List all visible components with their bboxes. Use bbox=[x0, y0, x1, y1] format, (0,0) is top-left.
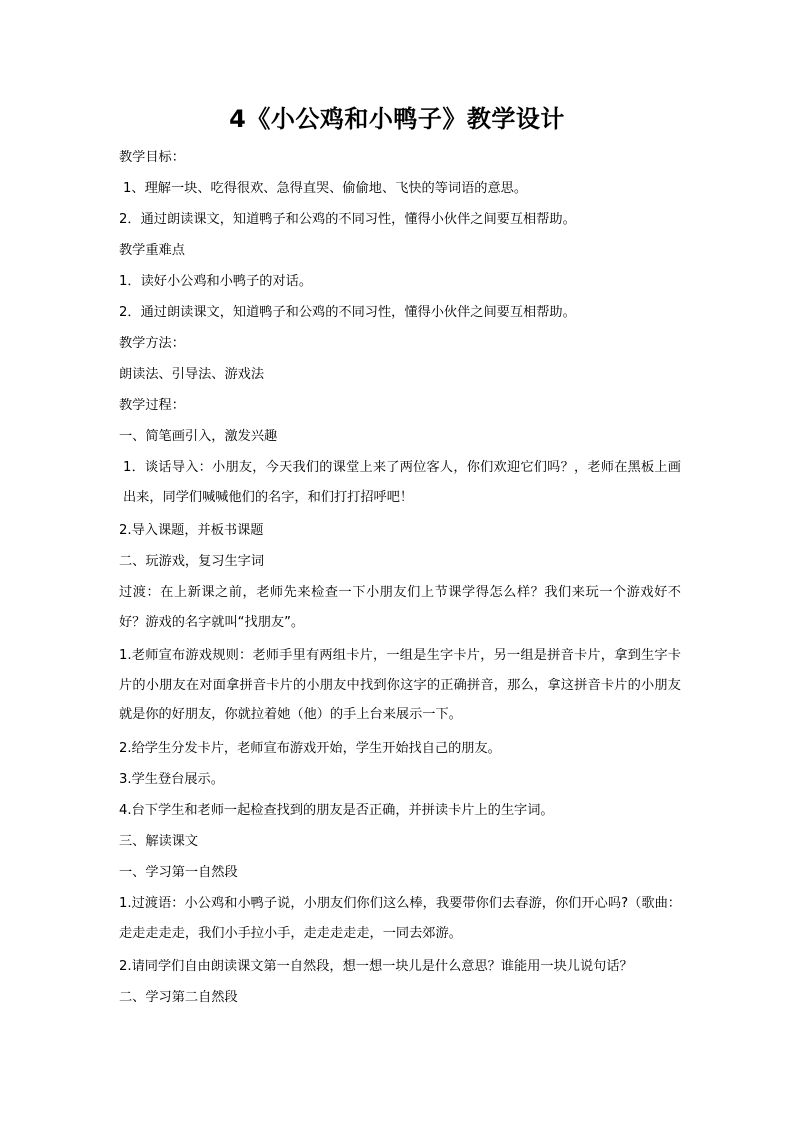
section-heading: 教学过程： bbox=[119, 398, 185, 413]
paragraph: 4.台下学生和老师一起检查找到的朋友是否正确，并拼读卡片上的生字词。 bbox=[119, 803, 554, 818]
section-heading: 教学重难点 bbox=[119, 243, 185, 258]
paragraph: 1.过渡语：小公鸡和小鸭子说，小朋友们你们这么棒，我要带你们去春游，你们开心吗?（歌曲：走走走走走，我们小手拉小手，走走走走走，一同去郊游。 bbox=[119, 896, 681, 941]
paragraph: 1．谈话导入：小朋友，今天我们的课堂上来了两位客人，你们欢迎它们吗？，老师在黑板上画出来，同学们喊喊他们的名字，和们打打招呼吧！ bbox=[123, 460, 681, 505]
paragraph: 朗读法、引导法、游戏法 bbox=[119, 367, 265, 382]
paragraph: 2．通过朗读课文，知道鸭子和公鸡的不同习性，懂得小伙伴之间要互相帮助。 bbox=[119, 212, 576, 227]
paragraph: 2.给学生分发卡片，老师宣布游戏开始，学生开始找自己的朋友。 bbox=[119, 741, 501, 756]
paragraph: 1、理解一块、吃得很欢、急得直哭、偷偷地、飞快的等词语的意思。 bbox=[123, 181, 528, 196]
section-heading: 二、玩游戏，复习生字词 bbox=[119, 554, 265, 569]
paragraph: 1.老师宣布游戏规则：老师手里有两组卡片，一组是生字卡片，另一组是拼音卡片，拿到生字卡片的小朋友在对面拿拼音卡片的小朋友中找到你这字的正确拼音，那么，拿这拼音卡片的小朋友就是你的好朋友，你就拉着她（他）的手上台来展示一下。 bbox=[119, 648, 681, 722]
section-heading: 一、学习第一自然段 bbox=[119, 865, 238, 880]
section-heading: 教学目标： bbox=[119, 150, 185, 165]
paragraph: 3.学生登台展示。 bbox=[119, 772, 224, 787]
section-heading: 教学方法： bbox=[119, 336, 185, 351]
section-heading: 一、简笔画引入，激发兴趣 bbox=[119, 429, 278, 444]
paragraph: 2.请同学们自由朗读课文第一自然段，想一想一块儿是什么意思？谁能用一块儿说句话？ bbox=[119, 959, 633, 974]
paragraph: 1．读好小公鸡和小鸭子的对话。 bbox=[119, 274, 313, 289]
document-title: 4《小公鸡和小鸭子》教学设计 bbox=[229, 105, 565, 133]
paragraph: 2.导入课题，并板书课题 bbox=[119, 523, 264, 538]
document-body bbox=[119, 142, 681, 1013]
section-heading: 二、学习第二自然段 bbox=[119, 990, 238, 1005]
paragraph: 2．通过朗读课文，知道鸭子和公鸡的不同习性，懂得小伙伴之间要互相帮助。 bbox=[119, 305, 576, 320]
paragraph: 过渡：在上新课之前，老师先来检查一下小朋友们上节课学得怎么样？我们来玩一个游戏好不好？游戏的名字就叫“找朋友”。 bbox=[119, 585, 681, 630]
section-heading: 三、解读课文 bbox=[119, 834, 199, 849]
